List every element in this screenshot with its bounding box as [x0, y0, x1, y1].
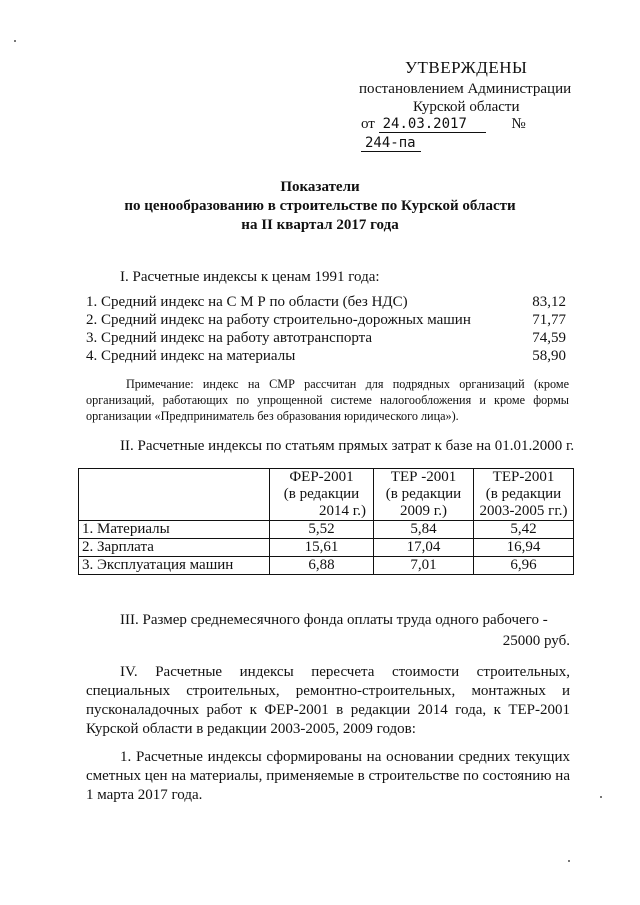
- column-header-ter-2001-2003: ТЕР-2001 (в редакции 2003-2005 гг.): [474, 469, 574, 521]
- table-corner-cell: [79, 469, 270, 521]
- doc-title: Показатели: [280, 179, 360, 195]
- index-label: 1. Средний индекс на С М Р по области (без НДС): [86, 294, 408, 310]
- date-prefix: от: [361, 116, 375, 132]
- index-row: [86, 293, 566, 311]
- row-label: 1. Материалы: [79, 521, 270, 539]
- cost-index-table: [78, 468, 574, 575]
- section4-item1: 1. Расчетные индексы сформированы на основании средних текущих сметных цен на материалы, применяемые в строительстве по состоянию на 1 марта 2017 года.: [86, 749, 570, 803]
- column-header-ter-2001-2009: ТЕР -2001 (в редакции 2009 г.): [374, 469, 474, 521]
- table-row: [79, 539, 574, 557]
- cell-value: 16,94: [474, 539, 574, 557]
- section3-title: III. Размер среднемесячного фонда оплаты труда одного рабочего -: [120, 612, 548, 628]
- index-row: [86, 329, 566, 347]
- index-label: 2. Средний индекс на работу строительно-дорожных машин: [86, 312, 471, 328]
- scan-speck: [14, 40, 16, 42]
- row-label: 2. Зарплата: [79, 539, 270, 557]
- cell-value: 6,88: [270, 557, 374, 575]
- cell-value: 6,96: [474, 557, 574, 575]
- index-value: 71,77: [532, 312, 566, 328]
- index-value: 83,12: [532, 294, 566, 310]
- index-value: 74,59: [532, 330, 566, 346]
- row-label: 3. Эксплуатация машин: [79, 557, 270, 575]
- number-prefix: №: [511, 116, 526, 132]
- doc-subtitle: по ценообразованию в строительстве по Курской области: [124, 198, 516, 214]
- index-row: [86, 347, 566, 365]
- table-header-row: [79, 469, 574, 521]
- scan-speck: [568, 860, 570, 862]
- section1-title: I. Расчетные индексы к ценам 1991 года:: [120, 269, 380, 285]
- section4-text: IV. Расчетные индексы пересчета стоимости строительных, специальных строительных, ремонтно-строительных, монтажных и пусконаладочных работ к ФЕР-2001 в редакции 2014 года, к ТЕР-2001 Курской области в редакции 2003-2005, 2009 годов:: [86, 664, 570, 737]
- cell-value: 5,84: [374, 521, 474, 539]
- approval-line-decree: постановлением Администрации: [359, 81, 572, 97]
- index-value: 58,90: [532, 348, 566, 364]
- cell-value: 15,61: [270, 539, 374, 557]
- cell-value: 17,04: [374, 539, 474, 557]
- index-row: [86, 311, 566, 329]
- section2-title: II. Расчетные индексы по статьям прямых затрат к базе на 01.01.2000 г.: [120, 438, 575, 454]
- approval-line-region: Курской области: [413, 99, 520, 115]
- index-label: 4. Средний индекс на материалы: [86, 348, 296, 364]
- column-header-fer-2001: ФЕР-2001 (в редакции 2014 г.): [270, 469, 374, 521]
- cell-value: 5,52: [270, 521, 374, 539]
- approval-title: УТВЕРЖДЕНЫ: [405, 58, 528, 77]
- approval-number: 244-па: [361, 135, 421, 152]
- doc-period: на II квартал 2017 года: [241, 217, 399, 233]
- cell-value: 5,42: [474, 521, 574, 539]
- scan-speck: [600, 796, 602, 798]
- table-row: [79, 521, 574, 539]
- section1-note: Примечание: индекс на СМР рассчитан для подрядных организаций (кроме организаций, работающих по упрощенной системе налогообложения и кроме формы организации «Предприниматель без образования юридического лица»).: [86, 377, 569, 423]
- cell-value: 7,01: [374, 557, 474, 575]
- approval-date: 24.03.2017: [379, 116, 486, 133]
- approval-date-number: [361, 115, 586, 153]
- section3-value: 25000 руб.: [502, 633, 570, 649]
- index-label: 3. Средний индекс на работу автотранспорта: [86, 330, 373, 346]
- table-row: [79, 557, 574, 575]
